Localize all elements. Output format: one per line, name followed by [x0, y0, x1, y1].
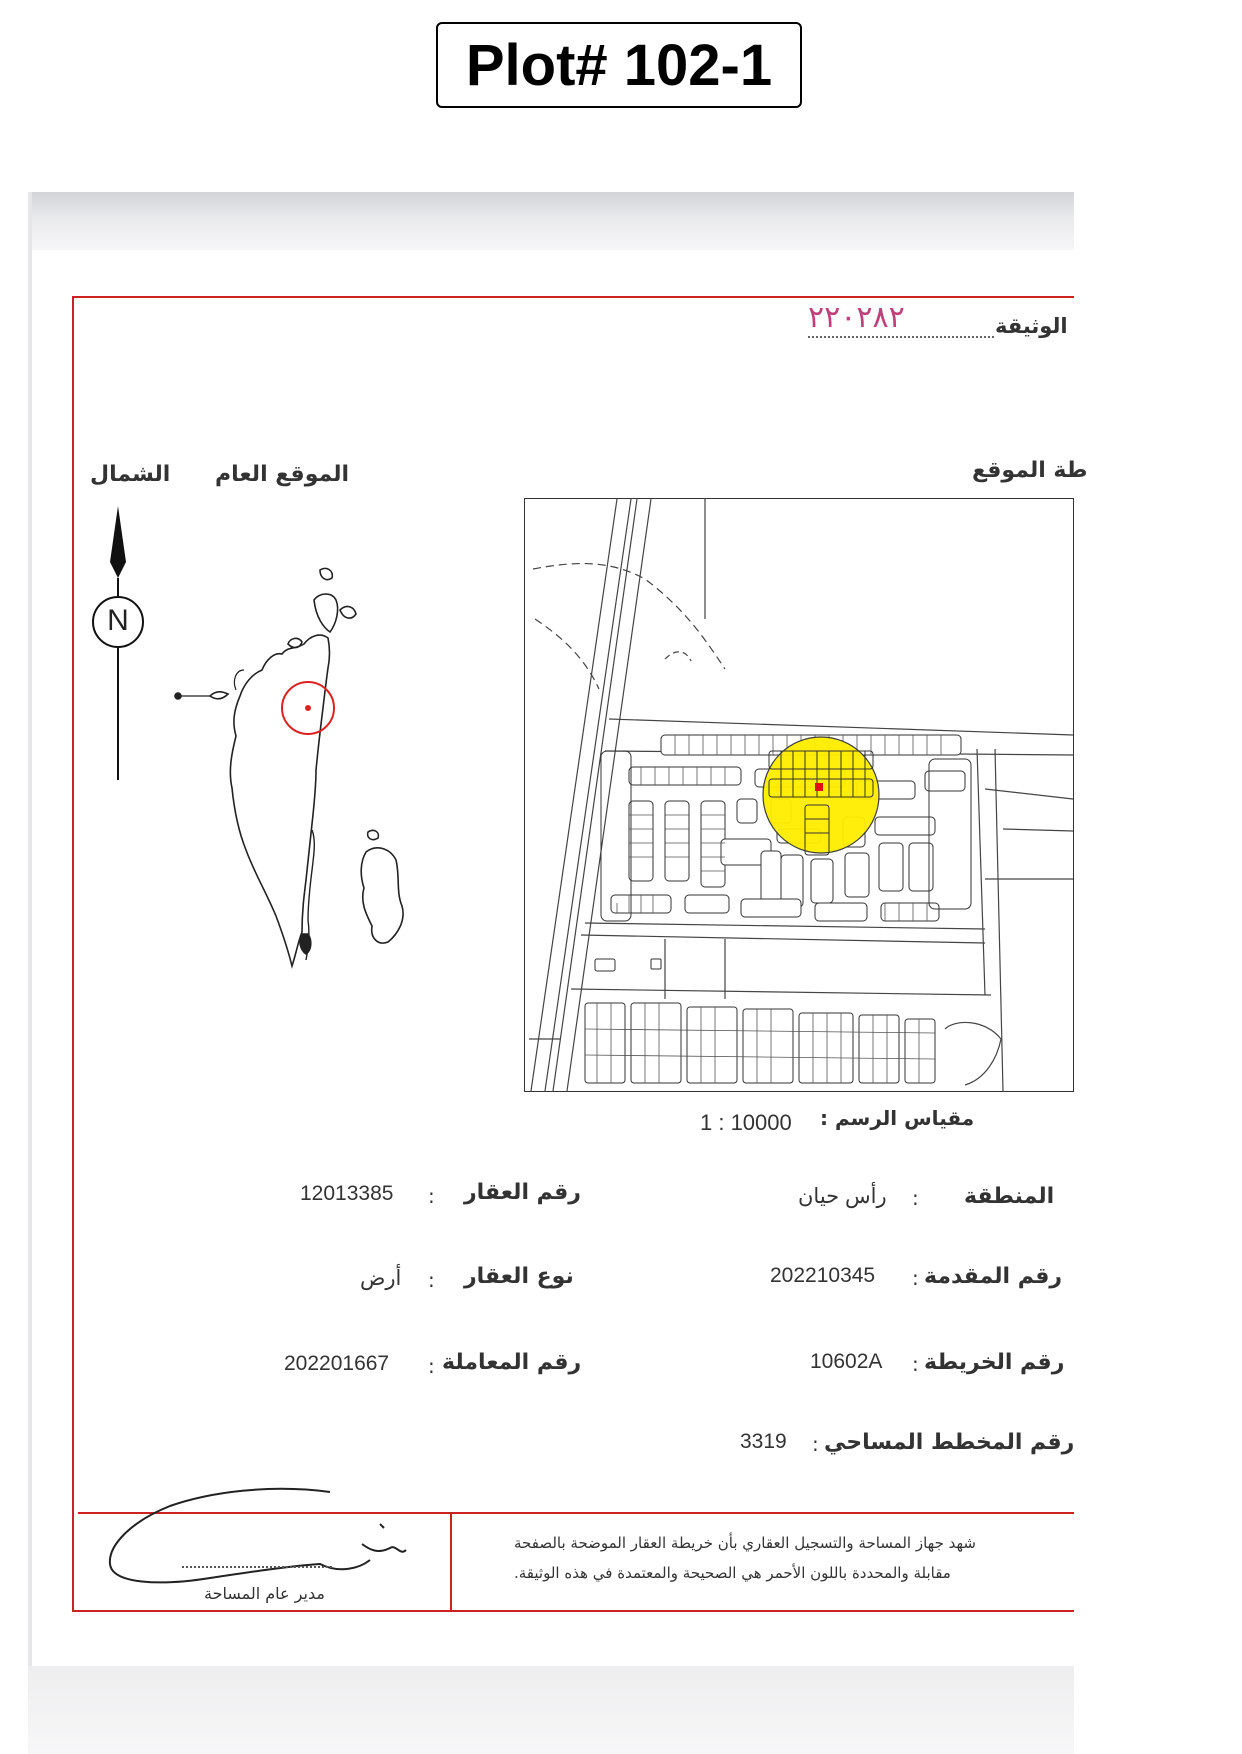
certification-divider [450, 1512, 452, 1610]
certification-line-2: مقابلة والمحددة باللون الأحمر هي الصحيحة والمعتمدة في هذه الوثيقة. [514, 1564, 951, 1582]
map-number-value: 10602A [810, 1350, 883, 1373]
doc-number-handwritten: ٢٢٠٢٨٢ [808, 300, 905, 335]
plot-marker [815, 783, 823, 791]
site-map-label: طة الموقع [972, 458, 1088, 483]
general-location-label: الموقع العام [215, 462, 350, 487]
doc-label: الوثيقة [995, 314, 1068, 338]
scan-shadow-top [28, 192, 1074, 250]
property-type-value: أرض [360, 1267, 402, 1290]
property-number-colon: : [428, 1184, 435, 1208]
area-label: المنطقة [964, 1184, 1055, 1209]
doc-number-dotted-line [808, 336, 994, 338]
property-number-label: رقم العقار [464, 1180, 581, 1205]
site-map-frame [524, 498, 1074, 1092]
application-number-label: رقم المقدمة [924, 1264, 1063, 1289]
map-number-colon: : [912, 1352, 919, 1376]
property-number-value: 12013385 [300, 1182, 394, 1205]
application-number-colon: : [912, 1266, 919, 1290]
transaction-number-colon: : [428, 1354, 435, 1378]
general-location-map [170, 540, 470, 1070]
north-label: الشمال [90, 462, 171, 487]
plot-title: Plot# 102-1 [436, 22, 802, 108]
property-type-colon: : [428, 1268, 435, 1292]
transaction-number-label: رقم المعاملة [442, 1350, 582, 1375]
transaction-number-value: 202201667 [284, 1352, 390, 1375]
scale-value: 1 : 10000 [700, 1110, 792, 1135]
survey-plan-colon: : [812, 1432, 819, 1456]
scan-shadow-bottom [28, 1666, 1074, 1754]
north-arrow-icon [86, 500, 150, 782]
certification-line-1: شهد جهاز المساحة والتسجيل العقاري بأن خريطة العقار الموضحة بالصفحة [514, 1534, 976, 1552]
north-symbol: N [107, 604, 129, 637]
survey-plan-value: 3319 [740, 1430, 787, 1453]
property-type-label: نوع العقار [464, 1264, 574, 1289]
area-value: رأس حيان [798, 1185, 887, 1208]
map-number-label: رقم الخريطة [924, 1350, 1065, 1375]
survey-plan-label: رقم المخطط المساحي [824, 1430, 1075, 1455]
area-colon: : [912, 1186, 919, 1210]
signatory-title: مدير عام المساحة [204, 1584, 325, 1603]
scan-shadow-left [28, 192, 32, 1740]
site-map [525, 499, 1073, 1091]
scale-label: مقياس الرسم : [820, 1106, 975, 1130]
plot-highlight-circle [763, 737, 879, 853]
application-number-value: 202210345 [770, 1264, 876, 1287]
signature-image [100, 1484, 430, 1594]
signature-dotted-line [182, 1566, 332, 1568]
